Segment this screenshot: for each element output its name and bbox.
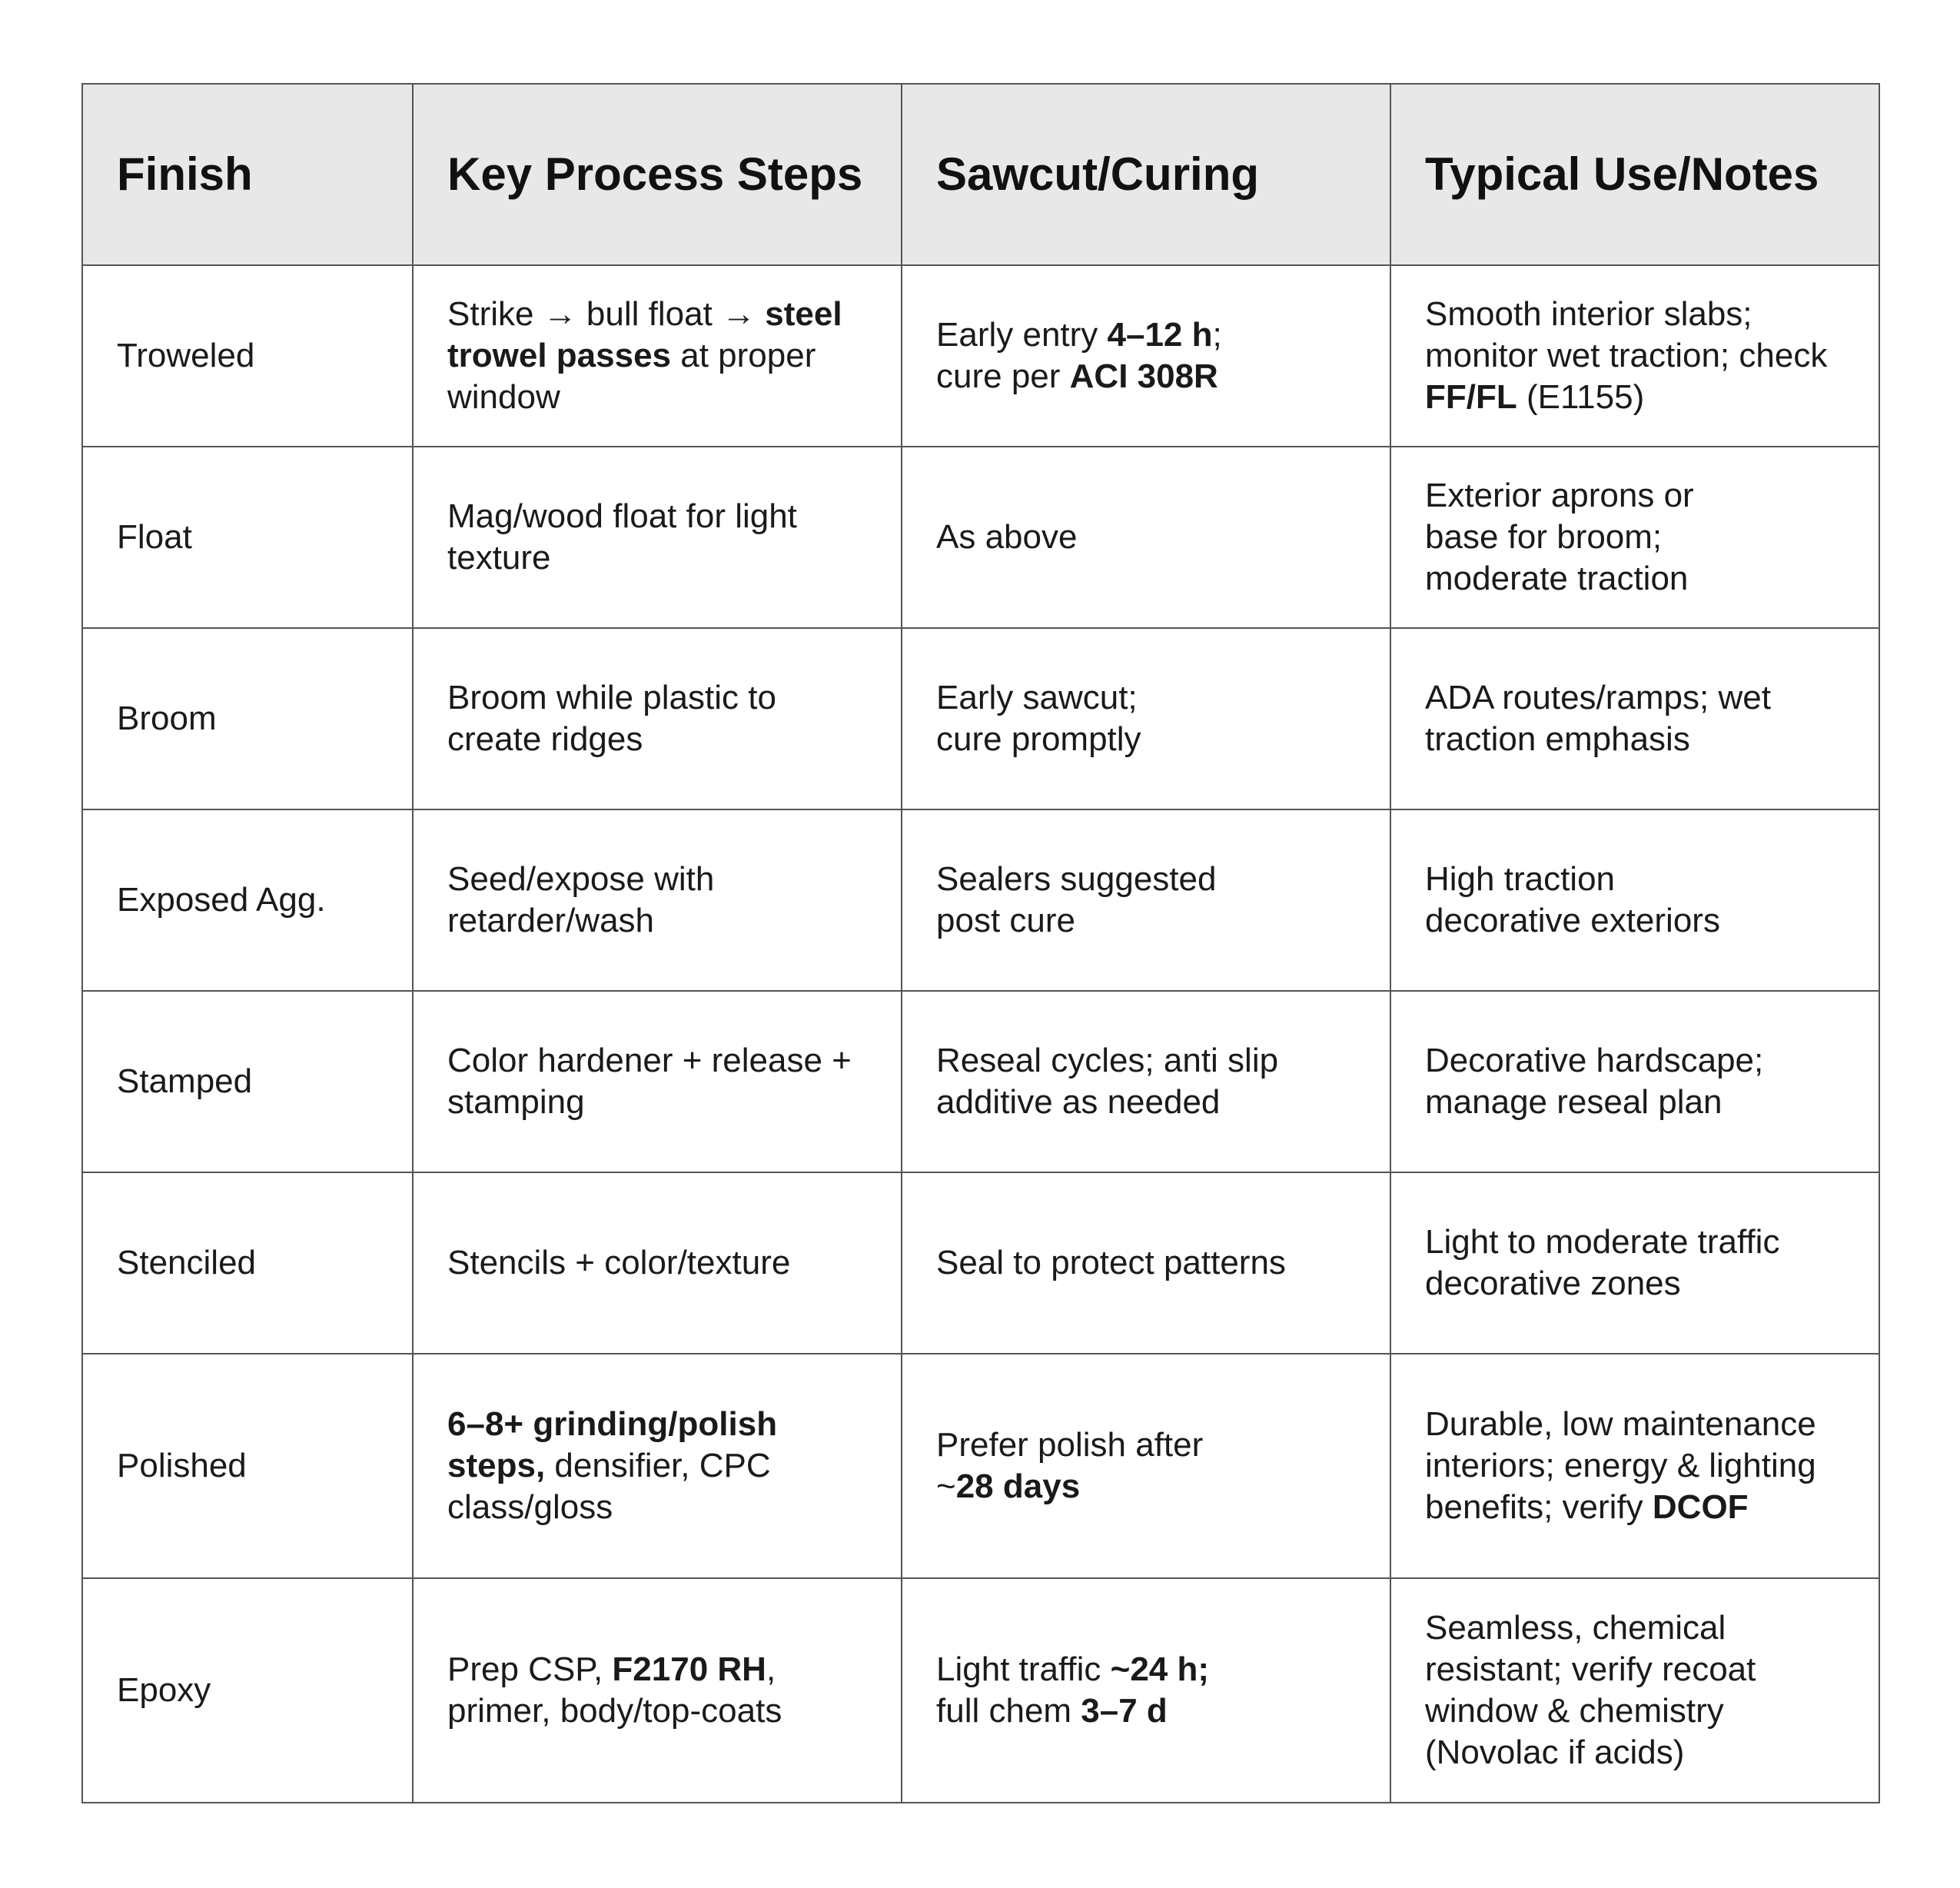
cell-curing: Reseal cycles; anti slip additive as needed	[902, 991, 1390, 1172]
table-row	[82, 991, 1879, 1172]
cell-notes: Seamless, chemical resistant; verify recoat window & chemistry (Novolac if acids)	[1390, 1578, 1879, 1803]
cell-notes: Smooth interior slabs; monitor wet traction; check FF/FL (E1155)	[1390, 265, 1879, 447]
cell-process: Color hardener + release + stamping	[413, 991, 902, 1172]
finish-comparison-table	[81, 83, 1880, 1803]
cell-notes: Exterior aprons or base for broom; moderate traction	[1390, 447, 1879, 628]
cell-curing: Sealers suggested post cure	[902, 809, 1390, 991]
cell-curing: As above	[902, 447, 1390, 628]
header-finish: Finish	[82, 84, 413, 265]
table-row	[82, 265, 1879, 447]
table-row	[82, 628, 1879, 809]
cell-curing: Seal to protect patterns	[902, 1172, 1390, 1354]
cell-finish: Polished	[82, 1354, 413, 1578]
cell-notes: Light to moderate traffic decorative zones	[1390, 1172, 1879, 1354]
cell-process: Broom while plastic to create ridges	[413, 628, 902, 809]
table-row	[82, 447, 1879, 628]
cell-process: Prep CSP, F2170 RH, primer, body/top-coats	[413, 1578, 902, 1803]
cell-notes: Durable, low maintenance interiors; energy & lighting benefits; verify DCOF	[1390, 1354, 1879, 1578]
finish-comparison-table-container	[81, 83, 1879, 1803]
cell-finish: Exposed Agg.	[82, 809, 413, 991]
cell-process: Seed/expose with retarder/wash	[413, 809, 902, 991]
header-sawcut-curing: Sawcut/Curing	[902, 84, 1390, 265]
cell-notes: ADA routes/ramps; wet traction emphasis	[1390, 628, 1879, 809]
table-row	[82, 1172, 1879, 1354]
cell-finish: Epoxy	[82, 1578, 413, 1803]
cell-curing: Prefer polish after ~28 days	[902, 1354, 1390, 1578]
header-typical-use-notes: Typical Use/Notes	[1390, 84, 1879, 265]
cell-finish: Stamped	[82, 991, 413, 1172]
table-header-row	[82, 84, 1879, 265]
cell-process: Stencils + color/texture	[413, 1172, 902, 1354]
cell-finish: Broom	[82, 628, 413, 809]
cell-notes: High traction decorative exteriors	[1390, 809, 1879, 991]
cell-process: Strike → bull float → steel trowel passes at proper window	[413, 265, 902, 447]
cell-curing: Early sawcut; cure promptly	[902, 628, 1390, 809]
header-key-process-steps: Key Process Steps	[413, 84, 902, 265]
table-row	[82, 809, 1879, 991]
cell-finish: Stenciled	[82, 1172, 413, 1354]
cell-process: Mag/wood float for light texture	[413, 447, 902, 628]
cell-curing: Light traffic ~24 h; full chem 3–7 d	[902, 1578, 1390, 1803]
cell-finish: Troweled	[82, 265, 413, 447]
cell-finish: Float	[82, 447, 413, 628]
cell-notes: Decorative hardscape; manage reseal plan	[1390, 991, 1879, 1172]
table-row	[82, 1578, 1879, 1803]
table-row	[82, 1354, 1879, 1578]
cell-process: 6–8+ grinding/polish steps, densifier, CPC class/gloss	[413, 1354, 902, 1578]
cell-curing: Early entry 4–12 h; cure per ACI 308R	[902, 265, 1390, 447]
